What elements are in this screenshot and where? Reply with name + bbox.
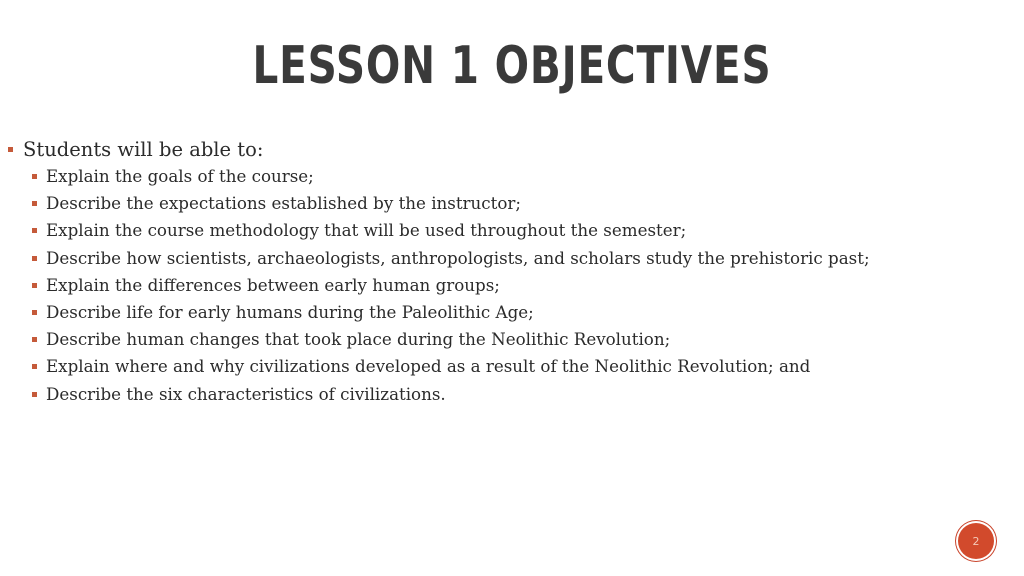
objective-text: Explain the course methodology that will be used throughout the semester; bbox=[46, 220, 687, 241]
slide-body bbox=[6, 137, 1006, 408]
objective-text: Describe the six characteristics of civilizations. bbox=[46, 383, 446, 404]
list-item bbox=[6, 272, 1006, 299]
square-bullet-icon bbox=[32, 392, 37, 397]
square-bullet-icon bbox=[32, 228, 37, 233]
objective-text: Explain the differences between early human groups; bbox=[46, 274, 500, 295]
page-number-badge bbox=[958, 523, 994, 559]
objective-text: Describe life for early humans during the Paleolithic Age; bbox=[46, 302, 534, 323]
objective-text: Describe how scientists, archaeologists, anthropologists, and scholars study the prehistoric past; bbox=[46, 247, 870, 268]
list-item bbox=[6, 353, 1006, 380]
objective-text: Describe the expectations established by the instructor; bbox=[46, 193, 521, 214]
objective-text: Describe human changes that took place during the Neolithic Revolution; bbox=[46, 329, 671, 350]
list-item bbox=[6, 163, 1006, 190]
objective-text: Explain where and why civilizations developed as a result of the Neolithic Revolution; and bbox=[46, 356, 811, 377]
list-item bbox=[6, 381, 1006, 408]
list-item bbox=[6, 217, 1006, 244]
objectives-list bbox=[6, 163, 1006, 408]
square-bullet-icon bbox=[32, 364, 37, 369]
square-bullet-icon bbox=[8, 147, 13, 152]
list-item bbox=[6, 245, 1006, 272]
square-bullet-icon bbox=[32, 337, 37, 342]
square-bullet-icon bbox=[32, 174, 37, 179]
page-number: 2 bbox=[972, 534, 980, 548]
intro-bullet bbox=[6, 137, 1006, 163]
list-item bbox=[6, 326, 1006, 353]
square-bullet-icon bbox=[32, 256, 37, 261]
list-item bbox=[6, 299, 1006, 326]
list-item bbox=[6, 190, 1006, 217]
intro-text: Students will be able to: bbox=[23, 138, 264, 161]
square-bullet-icon bbox=[32, 201, 37, 206]
square-bullet-icon bbox=[32, 283, 37, 288]
square-bullet-icon bbox=[32, 310, 37, 315]
objective-text: Explain the goals of the course; bbox=[46, 166, 314, 186]
slide-title: LESSON 1 OBJECTIVES bbox=[252, 36, 772, 96]
